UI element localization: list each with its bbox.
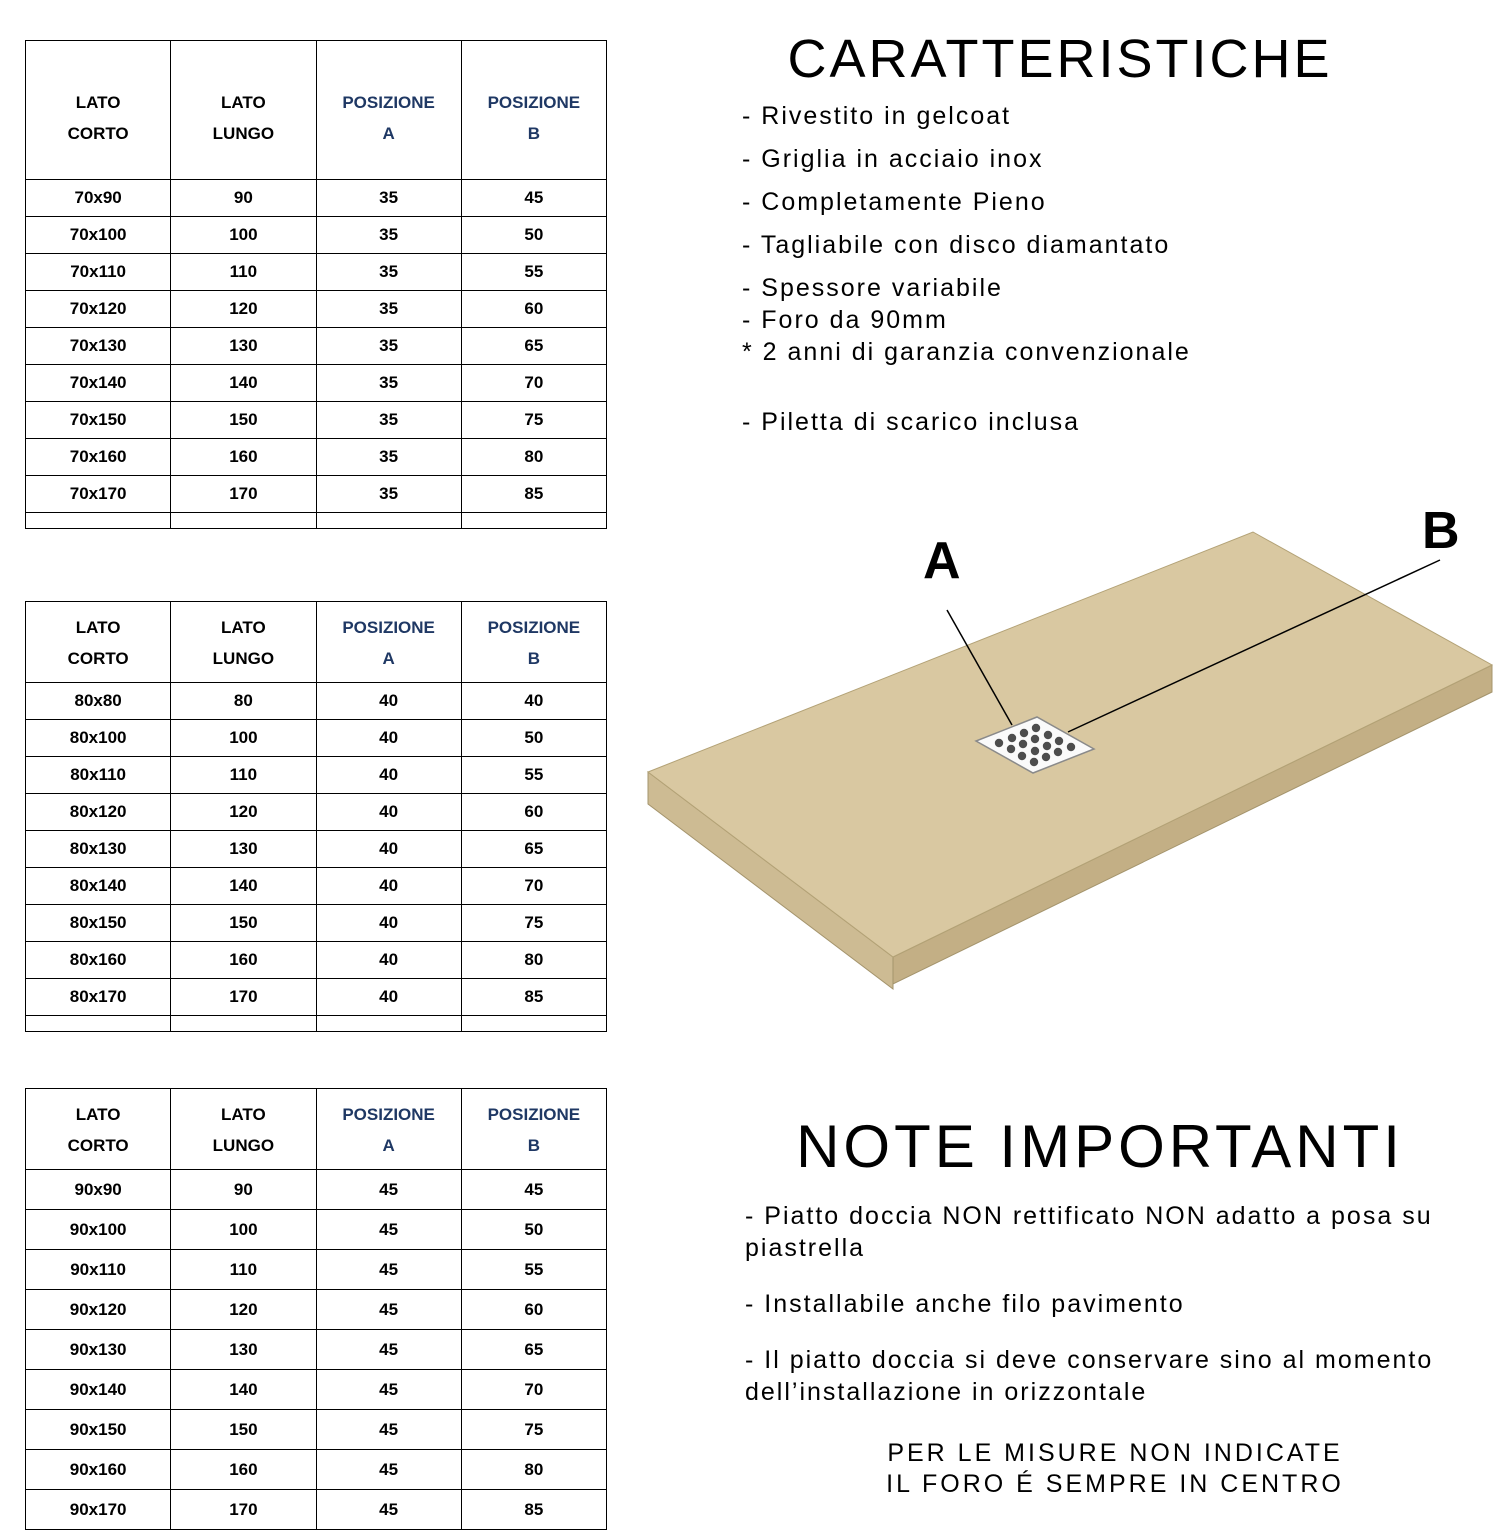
table-cell: 50 bbox=[461, 720, 606, 757]
note-item: - Installabile anche filo pavimento bbox=[745, 1290, 1185, 1318]
column-header: LATO CORTO bbox=[26, 602, 171, 683]
shower-tray-illustration bbox=[640, 520, 1500, 1020]
table-cell: 40 bbox=[461, 683, 606, 720]
table-cell: 45 bbox=[316, 1330, 461, 1370]
table-cell: 70x160 bbox=[26, 439, 171, 476]
spacer-cell bbox=[26, 513, 171, 529]
table-row bbox=[26, 1370, 607, 1410]
column-header: POSIZIONE B bbox=[461, 1089, 606, 1170]
table-row bbox=[26, 254, 607, 291]
table-cell: 35 bbox=[316, 365, 461, 402]
note-item: - Piatto doccia NON rettificato NON adatto a posa su piastrella bbox=[745, 1202, 1433, 1262]
spacer-row bbox=[26, 513, 607, 529]
table-cell: 140 bbox=[171, 868, 316, 905]
header-row bbox=[26, 1089, 607, 1170]
table-row bbox=[26, 291, 607, 328]
table-cell: 170 bbox=[171, 1490, 316, 1530]
table-row bbox=[26, 402, 607, 439]
caratteristiche-item: * 2 anni di garanzia convenzionale bbox=[742, 338, 1191, 366]
table-cell: 60 bbox=[461, 794, 606, 831]
table-cell: 90x110 bbox=[26, 1250, 171, 1290]
table-row bbox=[26, 180, 607, 217]
table-cell: 80 bbox=[461, 439, 606, 476]
table-cell: 80x100 bbox=[26, 720, 171, 757]
table-cell: 80 bbox=[461, 942, 606, 979]
table-row bbox=[26, 831, 607, 868]
tray-diagram bbox=[640, 502, 1500, 1020]
caratteristiche-item: - Griglia in acciaio inox bbox=[742, 145, 1044, 173]
table-cell: 85 bbox=[461, 476, 606, 513]
table-cell: 70x90 bbox=[26, 180, 171, 217]
table-cell: 35 bbox=[316, 180, 461, 217]
table-cell: 70 bbox=[461, 1370, 606, 1410]
table-cell: 40 bbox=[316, 831, 461, 868]
column-header: LATO LUNGO bbox=[171, 602, 316, 683]
table-cell: 80x110 bbox=[26, 757, 171, 794]
table-cell: 140 bbox=[171, 365, 316, 402]
table-cell: 60 bbox=[461, 1290, 606, 1330]
table-row bbox=[26, 1210, 607, 1250]
column-header: LATO LUNGO bbox=[171, 41, 316, 180]
table-row bbox=[26, 794, 607, 831]
table-cell: 85 bbox=[461, 1490, 606, 1530]
column-header: POSIZIONE A bbox=[316, 1089, 461, 1170]
table-cell: 40 bbox=[316, 683, 461, 720]
table-row bbox=[26, 1330, 607, 1370]
table-row bbox=[26, 476, 607, 513]
column-header: POSIZIONE B bbox=[461, 602, 606, 683]
table-cell: 90x90 bbox=[26, 1170, 171, 1210]
table-cell: 80x120 bbox=[26, 794, 171, 831]
table-cell: 70 bbox=[461, 868, 606, 905]
column-header: POSIZIONE A bbox=[316, 41, 461, 180]
table-cell: 45 bbox=[316, 1210, 461, 1250]
table-cell: 70x170 bbox=[26, 476, 171, 513]
table-cell: 45 bbox=[316, 1170, 461, 1210]
table-cell: 55 bbox=[461, 254, 606, 291]
table-cell: 140 bbox=[171, 1370, 316, 1410]
table-cell: 40 bbox=[316, 868, 461, 905]
table-cell: 100 bbox=[171, 1210, 316, 1250]
table-cell: 80x140 bbox=[26, 868, 171, 905]
table-cell: 80x150 bbox=[26, 905, 171, 942]
table-row bbox=[26, 757, 607, 794]
note-footer bbox=[765, 1438, 1465, 1500]
table-cell: 85 bbox=[461, 979, 606, 1016]
table-cell: 90x150 bbox=[26, 1410, 171, 1450]
table-cell: 60 bbox=[461, 291, 606, 328]
spacer-cell bbox=[461, 1016, 606, 1032]
column-header: LATO CORTO bbox=[26, 1089, 171, 1170]
size-tables bbox=[25, 40, 607, 1530]
table-cell: 170 bbox=[171, 979, 316, 1016]
caratteristiche-item: - Spessore variabile bbox=[742, 274, 1003, 302]
table-cell: 160 bbox=[171, 1450, 316, 1490]
table-cell: 90 bbox=[171, 180, 316, 217]
drain-position-b-label: B bbox=[1422, 502, 1460, 560]
caratteristiche-item: - Tagliabile con disco diamantato bbox=[742, 231, 1171, 259]
table-cell: 45 bbox=[316, 1410, 461, 1450]
table-cell: 90x160 bbox=[26, 1450, 171, 1490]
table-row bbox=[26, 942, 607, 979]
spacer-cell bbox=[461, 513, 606, 529]
table-cell: 80 bbox=[171, 683, 316, 720]
table-cell: 45 bbox=[316, 1490, 461, 1530]
table-cell: 120 bbox=[171, 1290, 316, 1330]
table-row bbox=[26, 683, 607, 720]
table-cell: 110 bbox=[171, 1250, 316, 1290]
table-row bbox=[26, 217, 607, 254]
table-cell: 45 bbox=[316, 1370, 461, 1410]
table-cell: 90x170 bbox=[26, 1490, 171, 1530]
table-cell: 40 bbox=[316, 979, 461, 1016]
table-cell: 70x150 bbox=[26, 402, 171, 439]
table-cell: 55 bbox=[461, 757, 606, 794]
table-cell: 160 bbox=[171, 439, 316, 476]
table-row bbox=[26, 720, 607, 757]
spacer-cell bbox=[316, 1016, 461, 1032]
table-row bbox=[26, 868, 607, 905]
table-row bbox=[26, 1250, 607, 1290]
caratteristiche-item: - Completamente Pieno bbox=[742, 188, 1047, 216]
table-cell: 40 bbox=[316, 942, 461, 979]
table-cell: 150 bbox=[171, 402, 316, 439]
table-cell: 45 bbox=[316, 1250, 461, 1290]
table-row bbox=[26, 439, 607, 476]
table-cell: 70x140 bbox=[26, 365, 171, 402]
table-cell: 90 bbox=[171, 1170, 316, 1210]
column-header: POSIZIONE A bbox=[316, 602, 461, 683]
piletta-note: - Piletta di scarico inclusa bbox=[742, 408, 1081, 436]
table-cell: 50 bbox=[461, 217, 606, 254]
caratteristiche-item: - Rivestito in gelcoat bbox=[742, 102, 1012, 130]
note-importanti-title: NOTE IMPORTANTI bbox=[796, 1113, 1404, 1180]
table-cell: 70x120 bbox=[26, 291, 171, 328]
table-cell: 35 bbox=[316, 217, 461, 254]
header-row bbox=[26, 41, 607, 180]
spacer-cell bbox=[171, 1016, 316, 1032]
drain-position-a-label: A bbox=[923, 532, 961, 590]
column-header: LATO LUNGO bbox=[171, 1089, 316, 1170]
table-cell: 65 bbox=[461, 328, 606, 365]
table-cell: 45 bbox=[316, 1290, 461, 1330]
table-cell: 130 bbox=[171, 1330, 316, 1370]
table-cell: 45 bbox=[461, 180, 606, 217]
note-importanti-list bbox=[745, 1200, 1480, 1432]
table-row bbox=[26, 1170, 607, 1210]
table-cell: 45 bbox=[316, 1450, 461, 1490]
note-footer-line1: PER LE MISURE NON INDICATE bbox=[887, 1439, 1343, 1467]
table-cell: 35 bbox=[316, 476, 461, 513]
table-cell: 75 bbox=[461, 1410, 606, 1450]
note-footer-line2: IL FORO É SEMPRE IN CENTRO bbox=[886, 1470, 1344, 1498]
spacer-cell bbox=[316, 513, 461, 529]
table-cell: 40 bbox=[316, 757, 461, 794]
table-cell: 70x100 bbox=[26, 217, 171, 254]
table-cell: 45 bbox=[461, 1170, 606, 1210]
table-cell: 35 bbox=[316, 402, 461, 439]
spacer-cell bbox=[171, 513, 316, 529]
caratteristiche-item: - Foro da 90mm bbox=[742, 306, 948, 334]
table-cell: 65 bbox=[461, 831, 606, 868]
table-cell: 130 bbox=[171, 831, 316, 868]
table-row bbox=[26, 905, 607, 942]
table-row bbox=[26, 1410, 607, 1450]
table-cell: 90x120 bbox=[26, 1290, 171, 1330]
table-cell: 70x130 bbox=[26, 328, 171, 365]
table-cell: 170 bbox=[171, 476, 316, 513]
table-cell: 70 bbox=[461, 365, 606, 402]
table-row bbox=[26, 365, 607, 402]
table-cell: 75 bbox=[461, 402, 606, 439]
header-row bbox=[26, 602, 607, 683]
column-header: LATO CORTO bbox=[26, 41, 171, 180]
note-item: - Il piatto doccia si deve conservare sino al momento dell’installazione in orizzontale bbox=[745, 1346, 1434, 1406]
size-table-90 bbox=[25, 1088, 607, 1530]
table-cell: 80x170 bbox=[26, 979, 171, 1016]
table-cell: 35 bbox=[316, 439, 461, 476]
table-cell: 100 bbox=[171, 217, 316, 254]
table-cell: 100 bbox=[171, 720, 316, 757]
table-cell: 80x160 bbox=[26, 942, 171, 979]
table-cell: 110 bbox=[171, 757, 316, 794]
table-row bbox=[26, 979, 607, 1016]
table-row bbox=[26, 328, 607, 365]
table-cell: 35 bbox=[316, 291, 461, 328]
spacer-cell bbox=[26, 1016, 171, 1032]
table-cell: 130 bbox=[171, 328, 316, 365]
spacer-row bbox=[26, 1016, 607, 1032]
table-cell: 65 bbox=[461, 1330, 606, 1370]
table-cell: 90x130 bbox=[26, 1330, 171, 1370]
table-row bbox=[26, 1290, 607, 1330]
column-header: POSIZIONE B bbox=[461, 41, 606, 180]
caratteristiche-title: CARATTERISTICHE bbox=[787, 29, 1333, 89]
table-cell: 70x110 bbox=[26, 254, 171, 291]
table-cell: 80 bbox=[461, 1450, 606, 1490]
table-cell: 120 bbox=[171, 291, 316, 328]
table-cell: 160 bbox=[171, 942, 316, 979]
table-cell: 150 bbox=[171, 1410, 316, 1450]
table-row bbox=[26, 1490, 607, 1530]
size-table-70 bbox=[25, 40, 607, 529]
table-cell: 150 bbox=[171, 905, 316, 942]
caratteristiche-list bbox=[742, 102, 1191, 370]
table-cell: 55 bbox=[461, 1250, 606, 1290]
table-row bbox=[26, 1450, 607, 1490]
table-cell: 40 bbox=[316, 720, 461, 757]
table-cell: 80x80 bbox=[26, 683, 171, 720]
table-cell: 90x140 bbox=[26, 1370, 171, 1410]
table-cell: 90x100 bbox=[26, 1210, 171, 1250]
table-cell: 40 bbox=[316, 794, 461, 831]
table-cell: 80x130 bbox=[26, 831, 171, 868]
table-cell: 35 bbox=[316, 254, 461, 291]
table-cell: 35 bbox=[316, 328, 461, 365]
table-cell: 110 bbox=[171, 254, 316, 291]
table-cell: 50 bbox=[461, 1210, 606, 1250]
size-table-80 bbox=[25, 601, 607, 1032]
table-cell: 120 bbox=[171, 794, 316, 831]
table-cell: 75 bbox=[461, 905, 606, 942]
table-cell: 40 bbox=[316, 905, 461, 942]
